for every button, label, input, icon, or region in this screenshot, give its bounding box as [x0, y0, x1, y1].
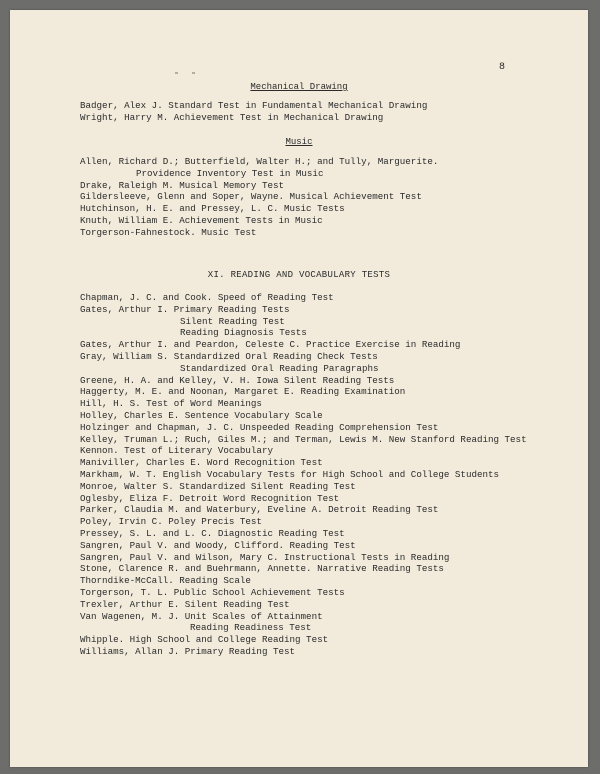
list-item: Trexler, Arthur E. Silent Reading Test	[80, 598, 290, 610]
document-page	[10, 10, 588, 767]
mechanical-drawing-list	[80, 100, 427, 124]
list-item: Knuth, William E. Achievement Tests in Music	[80, 214, 323, 226]
list-item: Gildersleeve, Glenn and Soper, Wayne. Musical Achievement Test	[80, 191, 422, 203]
list-item: Kelley, Truman L.; Ruch, Giles M.; and Terman, Lewis M. New Stanford Reading Test	[80, 433, 527, 445]
list-item: Wright, Harry M. Achievement Test in Mechanical Drawing	[80, 111, 384, 123]
mechanical-drawing-heading: Mechanical Drawing	[250, 82, 348, 92]
list-item: Sangren, Paul V. and Woody, Clifford. Reading Test	[80, 539, 356, 551]
list-item: Holzinger and Chapman, J. C. Unspeeded Reading Comprehension Test	[80, 421, 439, 433]
paper-mark	[175, 72, 178, 74]
list-item: Pressey, S. L. and L. C. Diagnostic Reading Test	[80, 527, 345, 539]
music-list	[80, 156, 438, 239]
list-item: Drake, Raleigh M. Musical Memory Test	[80, 179, 284, 191]
list-item: Reading Diagnosis Tests	[180, 327, 307, 339]
list-item: Silent Reading Test	[180, 315, 285, 327]
list-item: Oglesby, Eliza F. Detroit Word Recognition Test	[80, 492, 340, 504]
music-heading: Music	[285, 137, 313, 147]
list-item: Torgerson, T. L. Public School Achievement Tests	[80, 586, 345, 598]
list-item: Gray, William S. Standardized Oral Reading Check Tests	[80, 350, 378, 362]
list-item: Markham, W. T. English Vocabulary Tests for High School and College Students	[80, 468, 500, 480]
list-item: Torgerson-Fahnestock. Music Test	[80, 226, 257, 238]
list-item: Standardized Oral Reading Paragraphs	[180, 362, 379, 374]
list-item: Hutchinson, H. E. and Pressey, L. C. Music Tests	[80, 203, 345, 215]
reading-list	[80, 292, 527, 658]
list-item: Haggerty, M. E. and Noonan, Margaret E. Reading Examination	[80, 386, 406, 398]
list-item: Gates, Arthur I. Primary Reading Tests	[80, 303, 290, 315]
list-item: Badger, Alex J. Standard Test in Fundamental Mechanical Drawing	[80, 100, 428, 111]
list-item: Parker, Claudia M. and Waterbury, Eveline A. Detroit Reading Test	[80, 504, 439, 516]
list-item: Whipple. High School and College Reading Test	[80, 634, 329, 646]
list-item: Gates, Arthur I. and Peardon, Celeste C. Practice Exercise in Reading	[80, 339, 461, 351]
list-item: Thorndike-McCall. Reading Scale	[80, 575, 251, 587]
list-item: Poley, Irvin C. Poley Precis Test	[80, 516, 262, 528]
list-item: Monroe, Walter S. Standardized Silent Reading Test	[80, 480, 356, 492]
list-item: Greene, H. A. and Kelley, V. H. Iowa Silent Reading Tests	[80, 374, 395, 386]
list-item: Reading Readiness Test	[190, 622, 312, 634]
page-number: 8	[499, 62, 506, 73]
reading-section-title: XI. READING AND VOCABULARY TESTS	[207, 270, 391, 280]
list-item: Williams, Allan J. Primary Reading Test	[80, 645, 296, 657]
list-item: Maniviller, Charles E. Word Recognition Test	[80, 457, 323, 469]
list-item: Van Wagenen, M. J. Unit Scales of Attainment	[80, 610, 323, 622]
list-item: Sangren, Paul V. and Wilson, Mary C. Instructional Tests in Reading	[80, 551, 450, 563]
list-item: Allen, Richard D.; Butterfield, Walter H.; and Tully, Marguerite.	[80, 156, 439, 167]
paper-mark	[192, 72, 195, 74]
list-item: Chapman, J. C. and Cook. Speed of Reading Test	[80, 292, 334, 303]
list-item: Providence Inventory Test in Music	[136, 167, 324, 179]
list-item: Kennon. Test of Literary Vocabulary	[80, 445, 273, 457]
list-item: Holley, Charles E. Sentence Vocabulary Scale	[80, 409, 323, 421]
list-item: Stone, Clarence R. and Buehrmann, Annette. Narrative Reading Tests	[80, 563, 444, 575]
list-item: Hill, H. S. Test of Word Meanings	[80, 398, 262, 410]
